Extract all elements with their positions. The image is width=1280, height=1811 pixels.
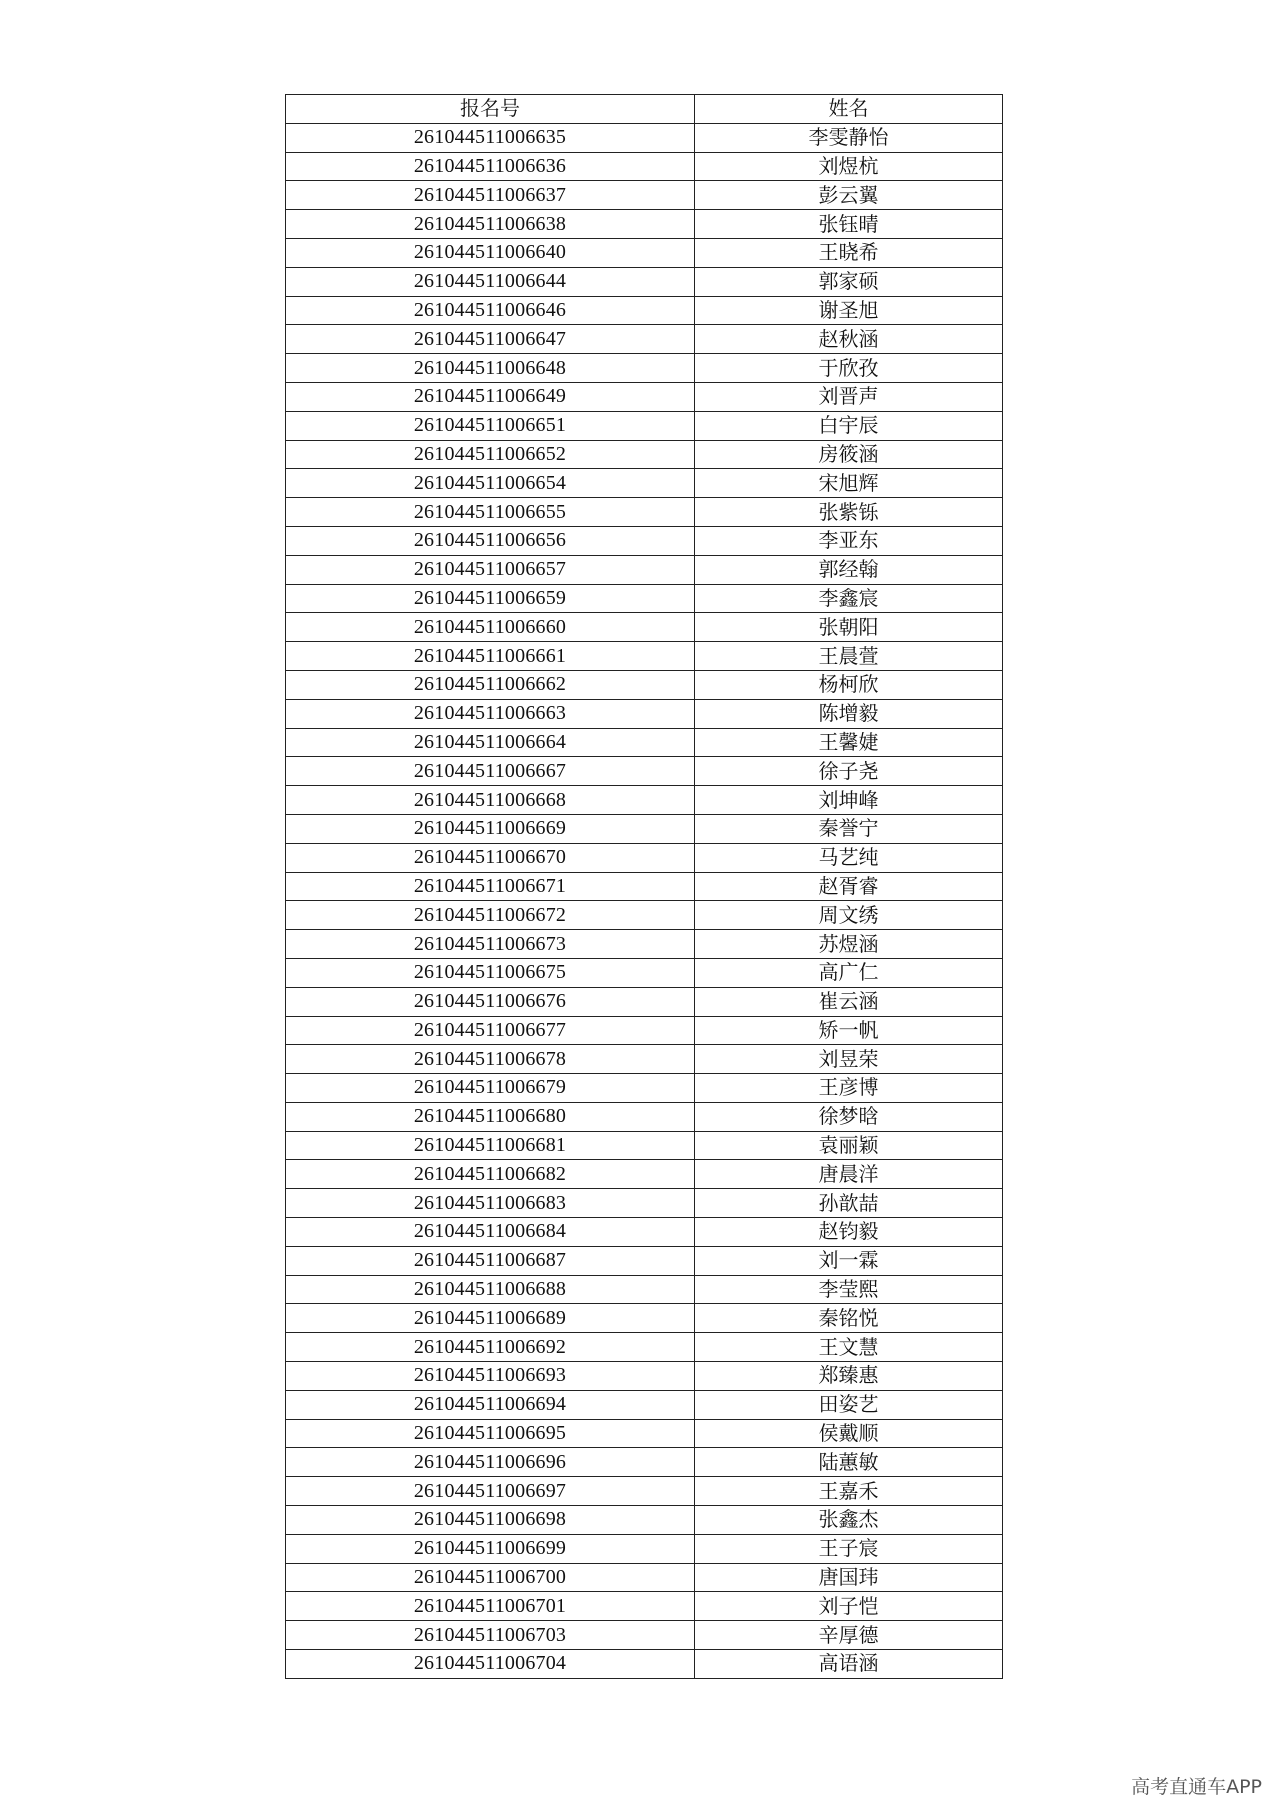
student-name-cell: 赵胥睿: [695, 872, 1003, 901]
registration-number-cell: 261044511006651: [286, 411, 695, 440]
student-name-cell: 徐梦晗: [695, 1102, 1003, 1131]
registration-number-cell: 261044511006698: [286, 1506, 695, 1535]
registration-number-cell: 261044511006673: [286, 930, 695, 959]
student-name-cell: 赵钧毅: [695, 1218, 1003, 1247]
registration-number-cell: 261044511006692: [286, 1333, 695, 1362]
table-row: [286, 325, 1003, 354]
registration-number-cell: 261044511006677: [286, 1016, 695, 1045]
registration-number-cell: 261044511006679: [286, 1074, 695, 1103]
table-row: [286, 238, 1003, 267]
student-name-cell: 李莹熙: [695, 1275, 1003, 1304]
table-row: [286, 728, 1003, 757]
table-row: [286, 613, 1003, 642]
student-name-cell: 房筱涵: [695, 440, 1003, 469]
table-row: [286, 930, 1003, 959]
registration-number-cell: 261044511006659: [286, 584, 695, 613]
table-row: [286, 1563, 1003, 1592]
registration-number-cell: 261044511006638: [286, 210, 695, 239]
student-name-cell: 张鑫杰: [695, 1506, 1003, 1535]
table-row: [286, 814, 1003, 843]
registration-number-cell: 261044511006687: [286, 1246, 695, 1275]
registration-number-cell: 261044511006671: [286, 872, 695, 901]
student-name-cell: 周文绣: [695, 901, 1003, 930]
student-name-cell: 杨柯欣: [695, 670, 1003, 699]
registration-number-cell: 261044511006669: [286, 814, 695, 843]
table-row: [286, 1592, 1003, 1621]
registration-number-cell: 261044511006695: [286, 1419, 695, 1448]
student-name-cell: 刘昱荣: [695, 1045, 1003, 1074]
table-row: [286, 843, 1003, 872]
student-name-cell: 张钰晴: [695, 210, 1003, 239]
watermark-text: 高考直通车APP: [1131, 1776, 1262, 1798]
table-row: [286, 1477, 1003, 1506]
registration-number-cell: 261044511006697: [286, 1477, 695, 1506]
table-row: [286, 210, 1003, 239]
table-row: [286, 1362, 1003, 1391]
student-name-cell: 陈增毅: [695, 699, 1003, 728]
registration-table: [285, 94, 1003, 1679]
table-row: [286, 1160, 1003, 1189]
student-name-cell: 陆蕙敏: [695, 1448, 1003, 1477]
student-name-cell: 王嘉禾: [695, 1477, 1003, 1506]
registration-number-cell: 261044511006660: [286, 613, 695, 642]
registration-number-cell: 261044511006672: [286, 901, 695, 930]
table-row: [286, 958, 1003, 987]
student-name-cell: 李亚东: [695, 526, 1003, 555]
registration-number-cell: 261044511006649: [286, 382, 695, 411]
registration-number-cell: 261044511006689: [286, 1304, 695, 1333]
student-name-cell: 张紫铄: [695, 498, 1003, 527]
table-row: [286, 757, 1003, 786]
table-row: [286, 1218, 1003, 1247]
student-name-cell: 宋旭辉: [695, 469, 1003, 498]
table-row: [286, 584, 1003, 613]
table-row: [286, 1534, 1003, 1563]
registration-number-cell: 261044511006647: [286, 325, 695, 354]
document-page: [285, 94, 1002, 1679]
table-row: [286, 1246, 1003, 1275]
table-row: [286, 123, 1003, 152]
registration-number-cell: 261044511006636: [286, 152, 695, 181]
table-row: [286, 1189, 1003, 1218]
student-name-cell: 孙歆喆: [695, 1189, 1003, 1218]
table-row: [286, 296, 1003, 325]
header-row: [286, 95, 1003, 124]
registration-number-cell: 261044511006654: [286, 469, 695, 498]
table-row: [286, 1016, 1003, 1045]
table-row: [286, 670, 1003, 699]
student-name-cell: 郑臻惠: [695, 1362, 1003, 1391]
registration-number-cell: 261044511006635: [286, 123, 695, 152]
table-row: [286, 872, 1003, 901]
student-name-cell: 于欣孜: [695, 354, 1003, 383]
registration-number-cell: 261044511006663: [286, 699, 695, 728]
student-name-cell: 崔云涵: [695, 987, 1003, 1016]
table-row: [286, 1650, 1003, 1679]
student-name-cell: 唐晨洋: [695, 1160, 1003, 1189]
registration-number-cell: 261044511006648: [286, 354, 695, 383]
registration-number-cell: 261044511006703: [286, 1621, 695, 1650]
table-row: [286, 901, 1003, 930]
student-name-cell: 王馨婕: [695, 728, 1003, 757]
student-name-cell: 王子宸: [695, 1534, 1003, 1563]
student-name-cell: 李鑫宸: [695, 584, 1003, 613]
table-row: [286, 1506, 1003, 1535]
registration-number-cell: 261044511006694: [286, 1390, 695, 1419]
student-name-cell: 刘子恺: [695, 1592, 1003, 1621]
table-row: [286, 1131, 1003, 1160]
table-row: [286, 1074, 1003, 1103]
table-row: [286, 642, 1003, 671]
table-row: [286, 699, 1003, 728]
table-row: [286, 1304, 1003, 1333]
registration-number-cell: 261044511006684: [286, 1218, 695, 1247]
student-name-cell: 秦铭悦: [695, 1304, 1003, 1333]
registration-number-cell: 261044511006676: [286, 987, 695, 1016]
table-header: [286, 95, 1003, 124]
student-name-cell: 高广仁: [695, 958, 1003, 987]
table-row: [286, 786, 1003, 815]
registration-number-cell: 261044511006681: [286, 1131, 695, 1160]
student-name-cell: 白宇辰: [695, 411, 1003, 440]
registration-number-cell: 261044511006656: [286, 526, 695, 555]
registration-number-cell: 261044511006670: [286, 843, 695, 872]
student-name-cell: 王文慧: [695, 1333, 1003, 1362]
student-name-cell: 郭家硕: [695, 267, 1003, 296]
student-name-cell: 侯戴顺: [695, 1419, 1003, 1448]
registration-number-cell: 261044511006657: [286, 555, 695, 584]
student-name-cell: 矫一帆: [695, 1016, 1003, 1045]
student-name-cell: 高语涵: [695, 1650, 1003, 1679]
table-row: [286, 440, 1003, 469]
registration-number-cell: 261044511006693: [286, 1362, 695, 1391]
table-row: [286, 1419, 1003, 1448]
table-row: [286, 181, 1003, 210]
registration-number-cell: 261044511006701: [286, 1592, 695, 1621]
column-header-registration-number: 报名号: [286, 95, 695, 124]
student-name-cell: 郭经翰: [695, 555, 1003, 584]
table-row: [286, 1448, 1003, 1477]
registration-number-cell: 261044511006683: [286, 1189, 695, 1218]
student-name-cell: 刘坤峰: [695, 786, 1003, 815]
registration-number-cell: 261044511006646: [286, 296, 695, 325]
table-row: [286, 267, 1003, 296]
registration-number-cell: 261044511006700: [286, 1563, 695, 1592]
table-row: [286, 354, 1003, 383]
registration-number-cell: 261044511006655: [286, 498, 695, 527]
registration-number-cell: 261044511006678: [286, 1045, 695, 1074]
student-name-cell: 王彦博: [695, 1074, 1003, 1103]
registration-number-cell: 261044511006637: [286, 181, 695, 210]
student-name-cell: 辛厚德: [695, 1621, 1003, 1650]
student-name-cell: 谢圣旭: [695, 296, 1003, 325]
student-name-cell: 彭云翼: [695, 181, 1003, 210]
table-row: [286, 152, 1003, 181]
registration-number-cell: 261044511006682: [286, 1160, 695, 1189]
student-name-cell: 王晨萱: [695, 642, 1003, 671]
table-row: [286, 382, 1003, 411]
table-row: [286, 498, 1003, 527]
registration-number-cell: 261044511006640: [286, 238, 695, 267]
student-name-cell: 刘煜杭: [695, 152, 1003, 181]
student-name-cell: 秦誉宁: [695, 814, 1003, 843]
student-name-cell: 王晓希: [695, 238, 1003, 267]
student-name-cell: 赵秋涵: [695, 325, 1003, 354]
registration-number-cell: 261044511006662: [286, 670, 695, 699]
registration-number-cell: 261044511006644: [286, 267, 695, 296]
table-row: [286, 1275, 1003, 1304]
student-name-cell: 刘一霖: [695, 1246, 1003, 1275]
registration-number-cell: 261044511006664: [286, 728, 695, 757]
table-row: [286, 987, 1003, 1016]
table-row: [286, 526, 1003, 555]
student-name-cell: 马艺纯: [695, 843, 1003, 872]
table-body: [286, 123, 1003, 1678]
student-name-cell: 田姿艺: [695, 1390, 1003, 1419]
table-row: [286, 1102, 1003, 1131]
registration-number-cell: 261044511006661: [286, 642, 695, 671]
registration-number-cell: 261044511006704: [286, 1650, 695, 1679]
column-header-name: 姓名: [695, 95, 1003, 124]
registration-number-cell: 261044511006680: [286, 1102, 695, 1131]
student-name-cell: 徐子尧: [695, 757, 1003, 786]
table-row: [286, 1333, 1003, 1362]
student-name-cell: 唐国玮: [695, 1563, 1003, 1592]
registration-number-cell: 261044511006668: [286, 786, 695, 815]
table-row: [286, 469, 1003, 498]
registration-number-cell: 261044511006696: [286, 1448, 695, 1477]
student-name-cell: 刘晋声: [695, 382, 1003, 411]
table-row: [286, 1045, 1003, 1074]
student-name-cell: 张朝阳: [695, 613, 1003, 642]
table-row: [286, 1621, 1003, 1650]
student-name-cell: 李雯静怡: [695, 123, 1003, 152]
table-row: [286, 555, 1003, 584]
registration-number-cell: 261044511006667: [286, 757, 695, 786]
student-name-cell: 苏煜涵: [695, 930, 1003, 959]
registration-number-cell: 261044511006675: [286, 958, 695, 987]
student-name-cell: 袁丽颖: [695, 1131, 1003, 1160]
table-row: [286, 411, 1003, 440]
registration-number-cell: 261044511006688: [286, 1275, 695, 1304]
table-row: [286, 1390, 1003, 1419]
registration-number-cell: 261044511006699: [286, 1534, 695, 1563]
registration-number-cell: 261044511006652: [286, 440, 695, 469]
